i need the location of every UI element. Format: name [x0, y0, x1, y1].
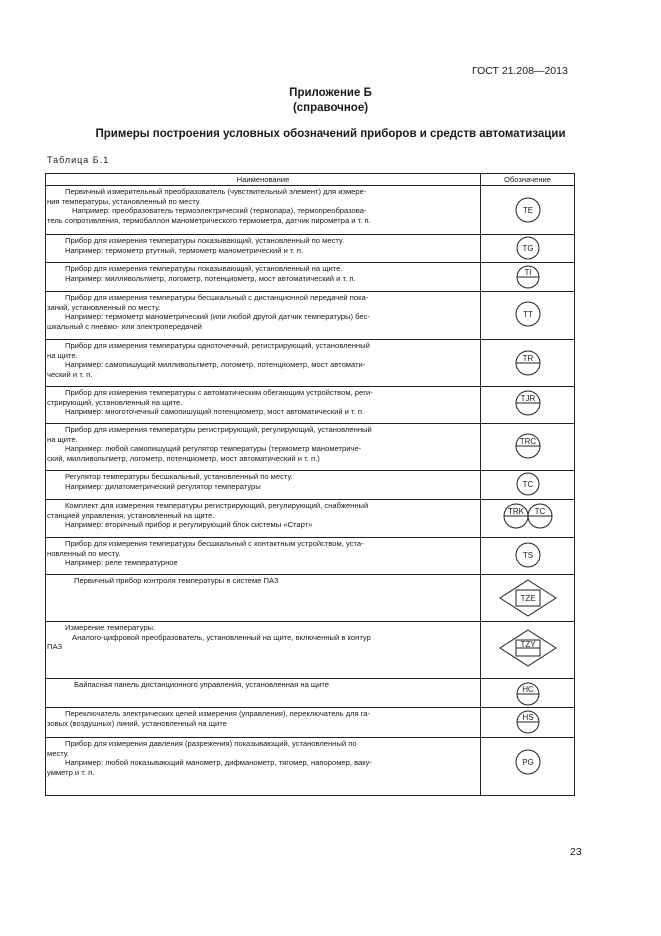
symbol-cell	[481, 292, 575, 340]
table-row	[46, 424, 575, 471]
description-line: Например: дилатометрический регулятор температуры	[65, 481, 261, 491]
symbol-cell	[481, 263, 575, 292]
symbol-label: TC	[522, 480, 534, 489]
symbol-label: TG	[522, 244, 534, 253]
table-row	[46, 471, 575, 500]
row-description	[46, 738, 481, 796]
symbol-cell	[481, 708, 575, 738]
panel-instrument-symbol	[481, 387, 575, 424]
description-line: Первичный измерительный преобразователь (чувствительный элемент) для измере-	[65, 187, 367, 196]
table-row	[46, 538, 575, 575]
symbol-label: TRK	[508, 507, 524, 516]
description-line: Например: термометр манометрический (или любой другой датчик температуры) бес-	[65, 312, 370, 321]
table-row	[46, 575, 575, 622]
symbol-label: TI	[524, 268, 532, 277]
page-number: 23	[570, 846, 582, 858]
table-row	[46, 708, 575, 738]
description-line: Байпасная панель дистанционного управления, установленная на щите	[74, 680, 330, 689]
paired-instrument-symbol	[481, 500, 575, 538]
description-line: Например: многоточечный самопишущий потенциометр, мост автоматический и т. п.	[65, 407, 365, 416]
symbols-table	[45, 173, 575, 796]
symbol-label: TT	[523, 310, 533, 319]
description-line: умметр и т. п.	[47, 767, 95, 777]
description-line: новленный по месту.	[47, 548, 121, 558]
symbol-label: TS	[522, 551, 534, 560]
row-description	[46, 500, 481, 538]
table-row	[46, 263, 575, 292]
description-line: шкальный с пневмо- или электропередачей	[47, 321, 202, 331]
symbol-label: TE	[522, 206, 534, 215]
symbol-cell	[481, 538, 575, 575]
row-description	[46, 575, 481, 622]
symbol-label: TR	[522, 354, 534, 363]
symbol-cell	[481, 679, 575, 708]
table-row	[46, 679, 575, 708]
description-line: Прибор для измерения температуры регистрирующий, регулирующий, установленный	[65, 425, 372, 434]
symbol-cell	[481, 186, 575, 235]
table-row	[46, 387, 575, 424]
description-line: Прибор для измерения температуры с автоматическим обегающим устройством, реги-	[65, 388, 373, 397]
table-row	[46, 738, 575, 796]
symbol-label: HC	[522, 685, 534, 694]
symbol-cell	[481, 387, 575, 424]
document-standard: ГОСТ 21.208—2013	[472, 65, 568, 77]
description-line: Прибор для измерения давления (разрежения) показывающий, установленный по	[65, 739, 357, 748]
symbol-cell	[481, 471, 575, 500]
panel-instrument-symbol	[481, 708, 575, 738]
table-row	[46, 622, 575, 679]
safety-system-diamond-symbol	[481, 575, 575, 622]
row-description	[46, 538, 481, 575]
description-line: ский, милливольтметр, логометр, потенциометр, мост автоматический и т. п.)	[47, 453, 320, 463]
appendix-title: Приложение Б	[289, 87, 372, 99]
instrument-circle-symbol	[481, 738, 575, 796]
panel-instrument-symbol	[481, 263, 575, 292]
table-row	[46, 235, 575, 263]
description-line: Переключатель электрических цепей измерения (управления), переключатель для га-	[65, 709, 371, 718]
row-description	[46, 263, 481, 292]
row-description	[46, 471, 481, 500]
symbol-label-secondary: TC	[534, 507, 546, 516]
symbol-cell	[481, 575, 575, 622]
description-line: на щите.	[47, 350, 78, 360]
panel-instrument-symbol	[481, 340, 575, 387]
description-line: Первичный прибор контроля температуры в системе ПАЗ	[74, 576, 279, 585]
instrument-circle-symbol	[481, 186, 575, 235]
table-header-row	[46, 174, 575, 186]
description-line: Регулятор температуры бесшкальный, установленный по месту.	[65, 472, 293, 481]
table-row	[46, 340, 575, 387]
symbol-label: TJR	[520, 394, 536, 403]
symbol-label: PG	[522, 758, 534, 767]
description-line: Прибор для измерения температуры бесшкальный с контактным устройством, уста-	[65, 539, 364, 548]
symbol-label: TZE	[520, 594, 536, 603]
symbol-cell	[481, 235, 575, 263]
description-line: станцией управления, установленный на щите.	[47, 510, 215, 520]
description-line: Например: термометр ртутный, термометр манометрический и т. п.	[65, 245, 304, 255]
description-line: Прибор для измерения температуры одноточечный, регистрирующий, установленный	[65, 341, 370, 350]
description-line: Например: преобразователь термоэлектрический (термопара), термопреобразова-	[72, 206, 367, 215]
symbol-cell	[481, 424, 575, 471]
description-line: стрирующий, установленный на щите.	[47, 397, 183, 407]
symbol-cell	[481, 738, 575, 796]
description-line: ческий и т. п.	[47, 369, 93, 379]
instrument-circle-symbol	[481, 471, 575, 500]
safety-system-diamond-symbol	[481, 622, 575, 679]
description-line: заний, установленный по месту.	[47, 302, 161, 312]
symbol-cell	[481, 500, 575, 538]
description-line: Например: самопишущий милливольтметр, логометр, потенциометр, мост автомати-	[65, 360, 366, 369]
table-caption: Таблица Б.1	[47, 155, 110, 165]
table-row	[46, 500, 575, 538]
symbol-cell	[481, 622, 575, 679]
row-description	[46, 679, 481, 708]
panel-instrument-symbol	[481, 679, 575, 708]
column-header-name: Наименование	[46, 174, 481, 186]
description-line: тель сопротивления, термобаллон манометрического термометра, датчик пирометра и т. п.	[47, 215, 371, 225]
row-description	[46, 340, 481, 387]
description-line: Измерение температуры.	[65, 623, 156, 632]
description-line: ния температуры, установленный по месту.	[47, 196, 201, 206]
instrument-circle-symbol	[481, 292, 575, 340]
row-description	[46, 235, 481, 263]
description-line: Например: любой показывающий манометр, дифманометр, тягомер, напоромер, ваку-	[65, 758, 372, 767]
instrument-circle-symbol	[481, 538, 575, 575]
description-line: Прибор для измерения температуры показывающий, установленный на щите.	[65, 264, 343, 273]
appendix-subtitle: (справочное)	[292, 102, 369, 114]
row-description	[46, 424, 481, 471]
description-line: Например: милливольтметр, логометр, потенциометр, мост автоматический и т. п.	[65, 273, 356, 283]
row-description	[46, 186, 481, 235]
description-line: Например: вторичный прибор и регулирующий блок системы «Старт»	[65, 520, 313, 529]
table-row	[46, 186, 575, 235]
description-line: зовых (воздушных) линий, установленный на щите	[47, 718, 227, 728]
description-line: Прибор для измерения температуры бесшкальный с дистанционной передачей пока-	[65, 293, 369, 302]
description-line: Например: любой самопишущий регулятор температуры (термометр манометриче-	[65, 444, 362, 453]
description-line: Например: реле температурное	[65, 558, 178, 567]
row-description	[46, 622, 481, 679]
symbol-cell	[481, 340, 575, 387]
row-description	[46, 292, 481, 340]
section-heading: Примеры построения условных обозначений приборов и средств автоматизации	[95, 128, 566, 140]
symbol-label: TRC	[519, 437, 537, 446]
description-line: Аналого-цифровой преобразователь, установленный на щите, включенный в контур	[72, 632, 371, 642]
column-header-symbol: Обозначение	[481, 174, 575, 186]
row-description	[46, 387, 481, 424]
table-row	[46, 292, 575, 340]
instrument-circle-symbol	[481, 235, 575, 263]
row-description	[46, 708, 481, 738]
description-line: на щите.	[47, 434, 78, 444]
description-line: месту.	[47, 748, 69, 758]
symbol-label: TZY	[520, 640, 536, 649]
description-line: ПАЗ	[47, 642, 63, 651]
description-line: Комплект для измерения температуры регистрирующий, регулирующий, снабженный	[65, 501, 369, 510]
panel-instrument-symbol	[481, 424, 575, 471]
description-line: Прибор для измерения температуры показывающий, установленный по месту.	[65, 236, 345, 245]
symbol-label: HS	[522, 713, 534, 722]
